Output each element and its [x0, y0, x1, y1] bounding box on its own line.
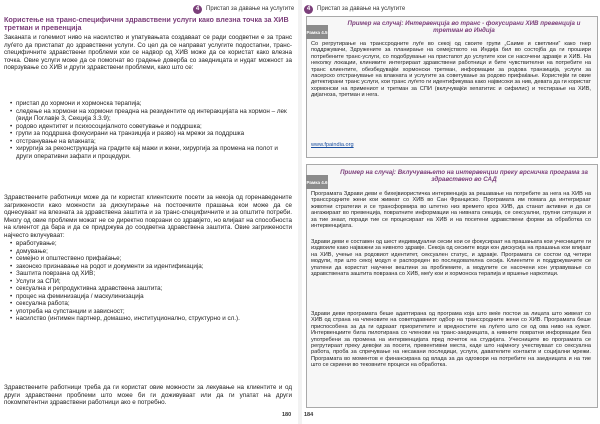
bullet-item — [4, 248, 292, 256]
left-page-header — [193, 4, 294, 14]
box-body-part3: Здрави деви програмата беше адаптирана од програма која што веќе постои за лицата што живеат со ХИВ од страна на членовите на советодавниот одбор на транссродните жени со ХИВ. Програмата беше приспособена за да ги одразат приоритетите и вредностите на луѓето што се од ова ниво на кужот. Интервенциите била пилотирана со членови на транс-заедницата, а нивните повратни информации беа употребени за промена на интервенцијата пред почеток на студијата. Учесниците во програмата се регрутираат преку девојки за посети, превентивни места, каде што најмногу учествуваат со сексуална работа, проба за спречување на несакани последици, услуги, давателите контакти и социјални мрежи. Програмата во моментов е финансирана од влада за да одговори на потребите на заедницата и на тие што се скриени во тековните процеси на обработка. — [311, 311, 591, 369]
bullet-text: семејно и општествено прифаќање; — [16, 255, 122, 262]
bullet-text: вработување; — [16, 240, 57, 247]
bullet-item — [4, 123, 292, 131]
bullet-item — [4, 240, 292, 248]
bullet-text: Услуги за СПИ; — [16, 277, 61, 285]
bullet-text: сексуална и репродуктивна здравствена заштита; — [16, 285, 163, 292]
bullet-text: сексуална работа; — [16, 300, 70, 307]
bullet-item — [4, 308, 292, 316]
bullet-dot-icon: • — [10, 247, 13, 255]
bullet-dot-icon: • — [10, 255, 13, 262]
bullet-item — [4, 255, 292, 263]
bullet-dot-icon: • — [10, 270, 13, 277]
bullet-dot-icon: • — [10, 292, 13, 300]
bullet-text: процес на феминизација / маскулинизација — [16, 292, 144, 300]
bullet-text: групи за поддршка фокусирани на транзиција и разво) на мрежи за поддршка — [16, 130, 245, 137]
box-title: Пример на случај: Вклучувањето на интервенции преку врсничка програма за здравствено во САД — [340, 169, 588, 184]
bullet-item — [4, 130, 292, 138]
bullet-text: родово идентитет и психосоцијалното советување и поддршка; — [16, 122, 202, 130]
concerns-paragraph: Здравствените работници може да ги користат клиентските посети за некоја од горенаведените загрижености како можности за дискутирање на постоечките прашања кои може да се однесуваат на влезната за здравствена заштита и за транс-специфичните и за општите потреби. Многу од овие проблеми можат не се директно поврзани со здравјето, но влијаат на способноста на клиентот да бара и да се придржува до соодветна здравствена заштита. Овие загрижености најчесто вклучуваат: — [4, 194, 292, 239]
bullet-item — [4, 315, 292, 323]
bullet-text: хирургија за реконструкција на градите кај мажи и жени, хирургија за промена на полот и други оперативни зафати и процедури. — [16, 145, 278, 160]
box-tag: Рамка 4.6 — [306, 175, 328, 189]
right-page — [300, 0, 600, 424]
bullet-dot-icon: • — [10, 315, 13, 322]
chapter-number-badge: 4 — [304, 5, 313, 14]
bullet-dot-icon: • — [10, 262, 13, 270]
box-link[interactable]: www.fpaindia.org — [311, 142, 354, 148]
bullet-dot-icon: • — [10, 285, 13, 292]
chapter-number-badge: 4 — [193, 5, 202, 14]
box-tag: Рамка 4.5 — [306, 25, 328, 39]
bullet-dot-icon: • — [10, 277, 13, 285]
intro-paragraph: Заканата и големиот ниво на насилство и упатувањата создаваат се ради соодветни е за транс луѓето да пристапат до здравствени услуги. Со цел да се направат услугите подостапни, транс-специфичните здравствени проблеми кои се надвор од ХИВ може да се користат како влезна точка. Овие услуги може да се помогнат во градење доверба со заедницата и нудат можност за поврзување со ХИВ и други здравствени проблеми, како што се: — [4, 34, 292, 71]
bullet-text: пристап до хормони и хормонска терапија; — [16, 100, 142, 107]
bullet-item — [4, 100, 292, 108]
bullet-item — [4, 270, 292, 278]
bullet-text: следење на хормони на хормони преадна на резидентите од интеракцијата на хормон – лек (види Поглавје 3, Секција 3.3.9); — [16, 107, 287, 122]
box-title: Пример на случај: Интервенција во транс - фокусирани ХИВ превенција и третман во Индија — [347, 20, 581, 35]
bullet-item — [4, 145, 292, 160]
box-body: Со регрутирање на транссродните луѓе во секој од своите групи „Саиме и светлини“ како гнер поддржувачи, Здружените за планирање на семејството на Индија бил во состојба да ги прошири потребените транс-услуги, со подобрување на пристапот до услугите кои се насочени здравје и ХИВ. На неколку локации, клиниките интегрираат здравствени работници и бите чувствителни на потребите на транс клиентите, обезбедувајќи хормонски третман, информации за родова транзиција, услуги за ласерско отстранување на влакната и услугите за советување за родово прифаќање. Користејќи ги овие детектирани транс услуги, кои транс луѓето ги идентификуваа како највисоки за нив, девата да ги користат хормонски на примениот и третман за СПИ (вклучувајќи хепатитис и сифилис) и тестирање на ХИВ, дијагноза, третман и нега. — [311, 41, 591, 99]
bullet-dot-icon: • — [10, 130, 13, 137]
bullet-text: отстранување на влакната; — [16, 137, 96, 145]
bullet-dot-icon: • — [10, 145, 13, 152]
bullet-item — [4, 285, 292, 293]
bullet-dot-icon: • — [10, 137, 13, 145]
bullet-item — [4, 108, 292, 123]
bullet-item — [4, 138, 292, 146]
bullet-item — [4, 263, 292, 271]
case-box-india — [306, 16, 598, 158]
bullet-text: насилство (интимен партнер, домашно, институционално, структурно и сл.). — [16, 315, 240, 322]
bullet-text: домување; — [16, 247, 48, 255]
page-number-right: 184 — [304, 412, 314, 418]
bullet-item — [4, 293, 292, 301]
bullet-item — [4, 278, 292, 286]
bullet-dot-icon: • — [10, 107, 13, 115]
box-body-part1: Програмата Здрави деви е бихејвиористичка интервенција за решавање на потребите за нега на ХИВ на транссродните жени кои живеат со ХИВ во Сан Франциско. Програмата им помага да интегрираат животни стратегии и се трансформира во штетно низ времето кроз ХИВ, да станат активни и да се ангажираат во превенција, повратните информации на нивната секција, се сексуални, групни ситуации и за тие знаат, поради тие се процесираат на ХИВ и на посетени здравствени форми за обработка со интервенцијата. — [311, 191, 591, 230]
section-heading: Користење на транс-специфични здравствени услуги како влезна точка за ХИВ третман и превенција — [4, 15, 289, 33]
case-box-usa — [306, 164, 598, 408]
bullet-text: законско признавање на родот и документи за идентификација; — [16, 262, 204, 270]
bullet-item — [4, 300, 292, 308]
chapter-label: Пристап за давање на услугите — [206, 6, 295, 12]
right-page-header — [304, 4, 405, 14]
bullet-text: Заштита поврзана од ХИВ; — [16, 270, 96, 277]
bullet-dot-icon: • — [10, 240, 13, 247]
bullet-dot-icon: • — [10, 100, 13, 107]
bullet-dot-icon: • — [10, 300, 13, 307]
services-bullet-list — [4, 100, 292, 160]
box-body-part2: Здрави деви е составен од шест индивидуални сесии кои се фокусираат на прашањата кои учесниците ги издвоиле како најважни за нивното здравје. Секоја од сесиите води кон дискусија на прашања кои влијаат на ХИВ, учење на родовиот идентитет, сексуален статус, и здравје. Програмата се состои од четири модули, при што секој модул е распореден во последователна сесија. Клиентите и поддржувачите се упатени да користат научени вештини за проблемите, а модулите се насочени кон управување со здравствената заштита поврзана со ХИВ, меѓу кои и хормонска терапија и вршење наркотици. — [311, 239, 591, 278]
bullet-dot-icon: • — [10, 122, 13, 130]
chapter-label: Пристап за давање на услугите — [317, 6, 406, 12]
page-number-left: 180 — [282, 412, 292, 418]
closing-paragraph: Здравствените работници треба да ги користат овие можности за лекување на клиентите и од други здравствени проблеми што може би ги доживуваат или да ги упатат на други покомпетентни здравствени работници ако е потребно. — [4, 384, 292, 406]
concerns-bullet-list — [4, 240, 292, 323]
bullet-dot-icon: • — [10, 307, 13, 315]
bullet-text: употреба на супстанции и зависност; — [16, 307, 125, 315]
